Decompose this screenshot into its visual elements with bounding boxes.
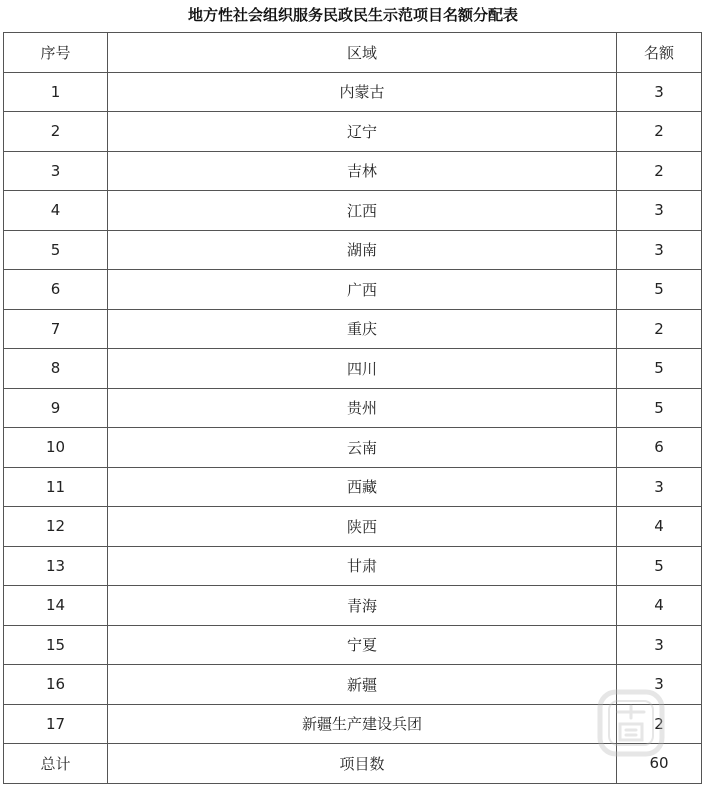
cell-region: 西藏 [108, 467, 617, 507]
cell-seq: 15 [4, 625, 108, 665]
cell-quota: 4 [617, 507, 702, 547]
cell-region: 湖南 [108, 230, 617, 270]
cell-seq: 12 [4, 507, 108, 547]
header-region: 区域 [108, 33, 617, 73]
cell-seq: 5 [4, 230, 108, 270]
cell-quota: 6 [617, 428, 702, 468]
cell-quota: 5 [617, 270, 702, 310]
cell-quota: 3 [617, 191, 702, 231]
cell-seq: 1 [4, 72, 108, 112]
cell-seq: 17 [4, 704, 108, 744]
table-row [4, 665, 702, 705]
cell-quota: 5 [617, 349, 702, 389]
cell-quota: 3 [617, 625, 702, 665]
table-row [4, 270, 702, 310]
cell-quota: 3 [617, 230, 702, 270]
cell-region: 青海 [108, 586, 617, 626]
total-region: 项目数 [108, 744, 617, 784]
table-row [4, 546, 702, 586]
header-seq: 序号 [4, 33, 108, 73]
table-row [4, 467, 702, 507]
cell-quota: 5 [617, 388, 702, 428]
table-header [4, 33, 702, 73]
table-title: 地方性社会组织服务民政民生示范项目名额分配表 [187, 6, 518, 24]
cell-seq: 9 [4, 388, 108, 428]
table-row [4, 388, 702, 428]
total-label: 总计 [4, 744, 108, 784]
total-row [4, 744, 702, 784]
table-row [4, 507, 702, 547]
cell-seq: 13 [4, 546, 108, 586]
cell-quota: 2 [617, 704, 702, 744]
table-row [4, 72, 702, 112]
cell-region: 贵州 [108, 388, 617, 428]
cell-quota: 5 [617, 546, 702, 586]
cell-region: 云南 [108, 428, 617, 468]
cell-region: 新疆生产建设兵团 [108, 704, 617, 744]
cell-quota: 2 [617, 151, 702, 191]
cell-seq: 3 [4, 151, 108, 191]
cell-quota: 2 [617, 112, 702, 152]
cell-region: 江西 [108, 191, 617, 231]
cell-seq: 2 [4, 112, 108, 152]
cell-seq: 6 [4, 270, 108, 310]
table-row [4, 230, 702, 270]
header-row [4, 33, 702, 73]
cell-region: 甘肃 [108, 546, 617, 586]
cell-quota: 3 [617, 72, 702, 112]
table-row [4, 151, 702, 191]
quota-allocation-table [3, 32, 702, 784]
cell-seq: 10 [4, 428, 108, 468]
cell-seq: 16 [4, 665, 108, 705]
cell-region: 宁夏 [108, 625, 617, 665]
table-row [4, 428, 702, 468]
cell-region: 广西 [108, 270, 617, 310]
cell-region: 四川 [108, 349, 617, 389]
header-quota: 名额 [617, 33, 702, 73]
cell-quota: 3 [617, 467, 702, 507]
cell-region: 新疆 [108, 665, 617, 705]
cell-region: 吉林 [108, 151, 617, 191]
cell-seq: 7 [4, 309, 108, 349]
table-row [4, 112, 702, 152]
table-row [4, 349, 702, 389]
cell-quota: 3 [617, 665, 702, 705]
table-row [4, 586, 702, 626]
table-row [4, 625, 702, 665]
total-quota: 60 [617, 744, 702, 784]
table-body [4, 72, 702, 783]
table-row [4, 191, 702, 231]
cell-region: 重庆 [108, 309, 617, 349]
table-row [4, 704, 702, 744]
cell-region: 陕西 [108, 507, 617, 547]
cell-seq: 11 [4, 467, 108, 507]
cell-region: 内蒙古 [108, 72, 617, 112]
cell-seq: 14 [4, 586, 108, 626]
cell-region: 辽宁 [108, 112, 617, 152]
table-row [4, 309, 702, 349]
cell-quota: 2 [617, 309, 702, 349]
cell-seq: 8 [4, 349, 108, 389]
cell-quota: 4 [617, 586, 702, 626]
cell-seq: 4 [4, 191, 108, 231]
